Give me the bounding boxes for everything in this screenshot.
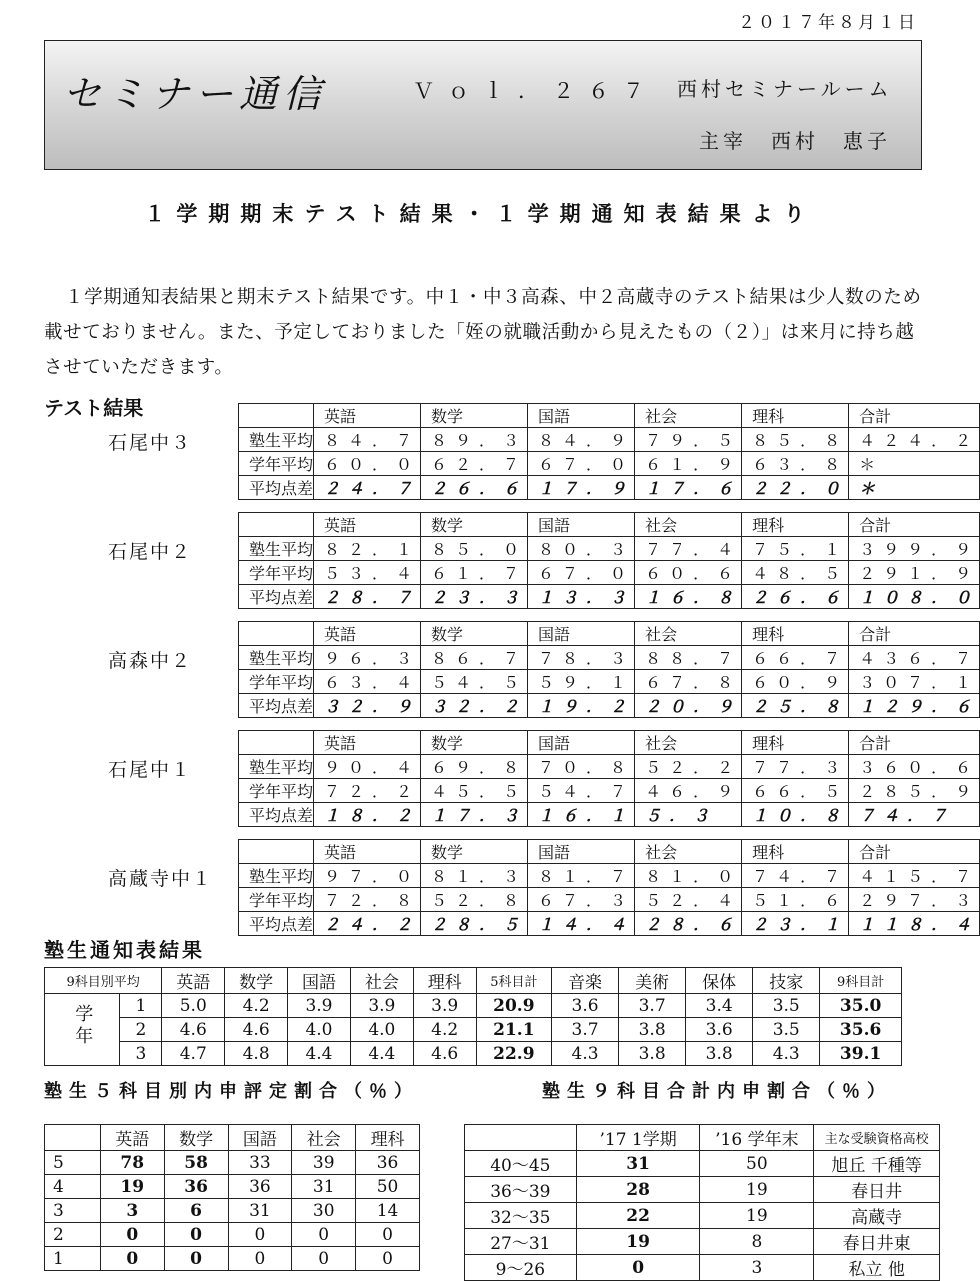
score-cell: ８２．１ — [314, 537, 421, 561]
grade-average: 35.0 — [820, 994, 902, 1018]
score-cell: ６０．０ — [314, 452, 421, 476]
score-cell: １０．８ — [742, 803, 849, 827]
score-cell: ８４．９ — [528, 428, 635, 452]
corner-cell — [45, 1125, 101, 1151]
row-label: 塾生平均 — [239, 428, 314, 452]
row-label: 学年平均 — [239, 888, 314, 912]
column-header: 国語 — [528, 622, 635, 646]
score-cell: ２４．７ — [314, 476, 421, 500]
score-cell: ７７．４ — [635, 537, 742, 561]
score-cell: ６７．０ — [528, 561, 635, 585]
percent-cell: 0 — [164, 1223, 228, 1247]
score-cell: ５２．８ — [421, 888, 528, 912]
score-cell: ２９７．３ — [849, 888, 980, 912]
target-school: 春日井 — [814, 1177, 940, 1203]
score-cell: ６７．０ — [528, 452, 635, 476]
column-header: 理科 — [742, 840, 849, 864]
percent-cell: 58 — [164, 1151, 228, 1175]
column-header: 数学 — [164, 1125, 228, 1151]
intro-paragraph: １学期通知表結果と期末テスト結果です。中１・中３高森、中２高蔵寺のテスト結果は少人数のため載せておりません。また、予定しておりました「姪の就職活動から見えたもの（２）」は来月に持ち越させていただきます。 — [44, 287, 922, 378]
score-cell: ６１．７ — [421, 561, 528, 585]
percent-cell: 0 — [164, 1247, 228, 1271]
score-cell: ２０．９ — [635, 694, 742, 718]
target-school: 春日井東 — [814, 1229, 940, 1255]
score-cell: ６２．７ — [421, 452, 528, 476]
issue-date: ２０１７年８月１日 — [738, 13, 918, 33]
row-label: 塾生平均 — [239, 864, 314, 888]
score-range: 32～35 — [465, 1203, 577, 1229]
grade-average: 4.6 — [225, 1018, 288, 1042]
score-cell: ２６．６ — [421, 476, 528, 500]
percent-cell: 0 — [100, 1247, 164, 1271]
score-cell: ２６．６ — [742, 585, 849, 609]
percent-2016: 19 — [700, 1203, 814, 1229]
percent-cell: 0 — [100, 1223, 164, 1247]
grade-average: 22.9 — [476, 1042, 551, 1066]
volume-number: Ｖｏｌ．２６７ — [413, 79, 658, 103]
score-range: 9～26 — [465, 1255, 577, 1281]
column-header: 社会 — [635, 622, 742, 646]
score-cell: ４１５．７ — [849, 864, 980, 888]
percent-cell: 33 — [228, 1151, 292, 1175]
grade-average: 4.7 — [162, 1042, 225, 1066]
percent-cell: 0 — [292, 1223, 356, 1247]
rating-label: 5 — [45, 1151, 101, 1175]
grade-average: 4.6 — [162, 1018, 225, 1042]
target-school: 私立 他 — [814, 1255, 940, 1281]
score-cell: ２２．０ — [742, 476, 849, 500]
column-header: 社会 — [635, 731, 742, 755]
percent-cell: 0 — [292, 1247, 356, 1271]
score-cell: ２８．６ — [635, 912, 742, 936]
score-cell: ８１．０ — [635, 864, 742, 888]
column-header: 英語 — [314, 513, 421, 537]
rating-label: 2 — [45, 1223, 101, 1247]
score-range: 36～39 — [465, 1177, 577, 1203]
school-name: 石尾中２ — [108, 541, 193, 563]
score-cell: ７２．２ — [314, 779, 421, 803]
score-cell: ＊ — [849, 452, 980, 476]
score-cell: ８９．３ — [421, 428, 528, 452]
percent-cell: 31 — [292, 1175, 356, 1199]
grade-average: 3.7 — [619, 994, 686, 1018]
column-header: 国語 — [528, 404, 635, 428]
row-label: 学年平均 — [239, 452, 314, 476]
column-header: 9科目計 — [820, 968, 902, 994]
grade-average: 4.4 — [350, 1042, 413, 1066]
column-header: 社会 — [292, 1125, 356, 1151]
percent-cell: 50 — [356, 1175, 420, 1199]
score-cell: ５９．１ — [528, 670, 635, 694]
percent-cell: 19 — [100, 1175, 164, 1199]
column-header: ’16 学年末 — [700, 1125, 814, 1151]
grade-average: 4.4 — [288, 1042, 351, 1066]
column-header: 数学 — [421, 731, 528, 755]
row-label: 学年平均 — [239, 779, 314, 803]
newsletter-header — [44, 40, 922, 170]
column-header: 英語 — [314, 622, 421, 646]
row-label: 塾生平均 — [239, 646, 314, 670]
grade-number: 2 — [120, 1018, 162, 1042]
score-cell: ７７．３ — [742, 755, 849, 779]
score-cell: ８１．７ — [528, 864, 635, 888]
percent-cell: 3 — [100, 1199, 164, 1223]
percent-cell: 31 — [228, 1199, 292, 1223]
score-cell: ８５．０ — [421, 537, 528, 561]
corner-cell — [239, 404, 314, 428]
score-cell: ３０７．１ — [849, 670, 980, 694]
score-cell: ７８．３ — [528, 646, 635, 670]
score-cell: １０８．０ — [849, 585, 980, 609]
row-label: 平均点差 — [239, 803, 314, 827]
score-cell: ２３．１ — [742, 912, 849, 936]
score-cell: ６０．６ — [635, 561, 742, 585]
score-cell: ７２．８ — [314, 888, 421, 912]
nine-subject-title: 塾生９科目合計内申割合（％） — [542, 1081, 892, 1102]
score-cell: ３９９．９ — [849, 537, 980, 561]
score-cell: ８４．７ — [314, 428, 421, 452]
row-label: 平均点差 — [239, 476, 314, 500]
test-table — [238, 839, 980, 936]
row-label: 塾生平均 — [239, 755, 314, 779]
grade-average: 3.4 — [686, 994, 753, 1018]
grade-average: 4.3 — [753, 1042, 820, 1066]
organization-name: 西村セミナールーム — [677, 77, 893, 101]
score-range: 27～31 — [465, 1229, 577, 1255]
rating-label: 3 — [45, 1199, 101, 1223]
column-header: 合計 — [849, 622, 980, 646]
percent-2016: 19 — [700, 1177, 814, 1203]
score-cell: ７０．８ — [528, 755, 635, 779]
column-header: 社会 — [350, 968, 413, 994]
score-cell: ２８．５ — [421, 912, 528, 936]
newsletter-title: セミナー通信 — [63, 72, 328, 116]
score-cell: １９．２ — [528, 694, 635, 718]
column-header: 数学 — [421, 513, 528, 537]
score-cell: ２９１．９ — [849, 561, 980, 585]
five-subject-title: 塾生５科目別内申評定割合（％） — [44, 1081, 419, 1102]
column-header: 技家 — [753, 968, 820, 994]
score-cell: ８５．８ — [742, 428, 849, 452]
score-cell: ２８．７ — [314, 585, 421, 609]
report-card-heading: 塾生通知表結果 — [44, 938, 205, 962]
score-cell: ４２４．２ — [849, 428, 980, 452]
grade-average: 3.6 — [686, 1018, 753, 1042]
column-header: 理科 — [742, 404, 849, 428]
percent-cell: 0 — [228, 1223, 292, 1247]
score-cell: １７．６ — [635, 476, 742, 500]
score-cell: ２３．３ — [421, 585, 528, 609]
column-header: 合計 — [849, 840, 980, 864]
corner-cell — [239, 840, 314, 864]
percent-cell: 0 — [356, 1247, 420, 1271]
grade-label — [45, 994, 120, 1066]
score-cell: ２８５．９ — [849, 779, 980, 803]
score-cell: ６６．７ — [742, 646, 849, 670]
grade-average: 3.8 — [619, 1042, 686, 1066]
score-cell: ５１．６ — [742, 888, 849, 912]
score-cell: ３２．２ — [421, 694, 528, 718]
score-cell: ９６．３ — [314, 646, 421, 670]
column-header: 数学 — [421, 404, 528, 428]
percent-cell: 0 — [356, 1223, 420, 1247]
score-cell: ６０．９ — [742, 670, 849, 694]
column-header: 国語 — [288, 968, 351, 994]
percent-cell: 0 — [228, 1247, 292, 1271]
percent-2017: 22 — [576, 1203, 700, 1229]
column-header: 5科目計 — [476, 968, 551, 994]
column-header: 数学 — [421, 840, 528, 864]
target-school: 旭丘 千種等 — [814, 1151, 940, 1177]
school-name: 石尾中１ — [108, 759, 193, 781]
score-cell: ３６０．６ — [849, 755, 980, 779]
column-header: 国語 — [228, 1125, 292, 1151]
percent-2017: 19 — [576, 1229, 700, 1255]
row-label: 平均点差 — [239, 694, 314, 718]
grade-average: 4.2 — [225, 994, 288, 1018]
score-cell: ５４．５ — [421, 670, 528, 694]
score-cell: ５４．７ — [528, 779, 635, 803]
grade-average: 4.0 — [288, 1018, 351, 1042]
target-school: 高蔵寺 — [814, 1203, 940, 1229]
grade-average: 3.6 — [552, 994, 619, 1018]
grade-average: 3.9 — [413, 994, 476, 1018]
column-header: 理科 — [742, 622, 849, 646]
column-header: 社会 — [635, 404, 742, 428]
grade-average: 35.6 — [820, 1018, 902, 1042]
score-cell: ５．３ — [635, 803, 742, 827]
column-header: 英語 — [100, 1125, 164, 1151]
column-header: 英語 — [314, 404, 421, 428]
grade-average: 4.0 — [350, 1018, 413, 1042]
score-cell: ５３．４ — [314, 561, 421, 585]
column-header: 数学 — [225, 968, 288, 994]
score-cell: １７．３ — [421, 803, 528, 827]
grade-average: 39.1 — [820, 1042, 902, 1066]
rating-label: 1 — [45, 1247, 101, 1271]
score-cell: ４６．９ — [635, 779, 742, 803]
score-cell: ８１．３ — [421, 864, 528, 888]
score-cell: ９７．０ — [314, 864, 421, 888]
column-header: 美術 — [619, 968, 686, 994]
score-cell: ７５．１ — [742, 537, 849, 561]
headline: １学期期末テスト結果・１学期通知表結果より — [144, 201, 816, 226]
grade-number: 1 — [120, 994, 162, 1018]
score-cell: １２９．６ — [849, 694, 980, 718]
test-table — [238, 403, 980, 500]
grade-average: 3.5 — [753, 1018, 820, 1042]
corner-cell — [239, 731, 314, 755]
score-cell: ４８．５ — [742, 561, 849, 585]
row-label: 平均点差 — [239, 912, 314, 936]
nine-subject-table — [464, 1124, 940, 1281]
percent-2016: 8 — [700, 1229, 814, 1255]
column-header: 合計 — [849, 731, 980, 755]
test-table — [238, 512, 980, 609]
percent-cell: 36 — [356, 1151, 420, 1175]
score-cell: ７４．７ — [742, 864, 849, 888]
column-header: 国語 — [528, 513, 635, 537]
grade-average: 21.1 — [476, 1018, 551, 1042]
grade-average: 3.7 — [552, 1018, 619, 1042]
row-label: 学年平均 — [239, 561, 314, 585]
column-header: 理科 — [742, 513, 849, 537]
score-cell: ４３６．７ — [849, 646, 980, 670]
test-results-heading: テスト結果 — [44, 396, 144, 420]
test-table — [238, 730, 980, 827]
column-header: 理科 — [413, 968, 476, 994]
grade-average: 3.8 — [619, 1018, 686, 1042]
score-cell: ６７．８ — [635, 670, 742, 694]
score-cell: ８８．７ — [635, 646, 742, 670]
score-cell: ６９．８ — [421, 755, 528, 779]
score-cell: １６．１ — [528, 803, 635, 827]
score-cell: １８．２ — [314, 803, 421, 827]
row-label: 学年平均 — [239, 670, 314, 694]
score-cell: ２４．２ — [314, 912, 421, 936]
column-header: 数学 — [421, 622, 528, 646]
column-header: 音楽 — [552, 968, 619, 994]
column-header: 国語 — [528, 731, 635, 755]
score-cell: １４．４ — [528, 912, 635, 936]
corner-cell — [239, 513, 314, 537]
percent-cell: 30 — [292, 1199, 356, 1223]
percent-2017: 31 — [576, 1151, 700, 1177]
score-cell: ５２．２ — [635, 755, 742, 779]
percent-cell: 6 — [164, 1199, 228, 1223]
score-cell: ６３．８ — [742, 452, 849, 476]
editor-name: 主宰 西村 恵子 — [699, 129, 891, 153]
school-name: 石尾中３ — [108, 432, 193, 454]
percent-cell: 36 — [164, 1175, 228, 1199]
grade-average: 20.9 — [476, 994, 551, 1018]
grade-average: 5.0 — [162, 994, 225, 1018]
corner-cell: 9科目別平均 — [45, 968, 162, 994]
column-header: ’17 1学期 — [576, 1125, 700, 1151]
column-header: 合計 — [849, 513, 980, 537]
score-cell: ６１．９ — [635, 452, 742, 476]
school-name: 高蔵寺中１ — [108, 868, 214, 890]
score-cell: ７９．５ — [635, 428, 742, 452]
grade-average: 3.8 — [686, 1042, 753, 1066]
grade-average: 4.8 — [225, 1042, 288, 1066]
column-header: 理科 — [742, 731, 849, 755]
column-header: 社会 — [635, 513, 742, 537]
grade-number: 3 — [120, 1042, 162, 1066]
column-header: 国語 — [528, 840, 635, 864]
score-cell: ８６．７ — [421, 646, 528, 670]
column-header: 英語 — [314, 731, 421, 755]
score-cell: ５２．４ — [635, 888, 742, 912]
column-header: 主な受験資格高校 — [814, 1125, 940, 1151]
school-name: 高森中２ — [108, 650, 193, 672]
rating-label: 4 — [45, 1175, 101, 1199]
column-header: 英語 — [162, 968, 225, 994]
score-cell: ６６．５ — [742, 779, 849, 803]
percent-cell: 39 — [292, 1151, 356, 1175]
score-cell: ４５．５ — [421, 779, 528, 803]
score-cell: １７．９ — [528, 476, 635, 500]
test-table — [238, 621, 980, 718]
report-card-table — [44, 967, 902, 1066]
grade-average: 3.9 — [288, 994, 351, 1018]
row-label: 平均点差 — [239, 585, 314, 609]
corner-cell — [239, 622, 314, 646]
column-header: 英語 — [314, 840, 421, 864]
score-cell: １６．８ — [635, 585, 742, 609]
score-cell: １３．３ — [528, 585, 635, 609]
score-cell: ６３．４ — [314, 670, 421, 694]
corner-cell — [465, 1125, 577, 1151]
score-cell: ７４．７ — [849, 803, 980, 827]
column-header: 理科 — [356, 1125, 420, 1151]
column-header: 保体 — [686, 968, 753, 994]
percent-2017: 28 — [576, 1177, 700, 1203]
percent-2016: 3 — [700, 1255, 814, 1281]
percent-2017: 0 — [576, 1255, 700, 1281]
column-header: 社会 — [635, 840, 742, 864]
percent-cell: 78 — [100, 1151, 164, 1175]
column-header: 合計 — [849, 404, 980, 428]
score-cell: ６７．３ — [528, 888, 635, 912]
row-label: 塾生平均 — [239, 537, 314, 561]
score-cell: ＊ — [849, 476, 980, 500]
score-cell: １１８．４ — [849, 912, 980, 936]
grade-average: 4.6 — [413, 1042, 476, 1066]
percent-cell: 14 — [356, 1199, 420, 1223]
score-cell: ９０．４ — [314, 755, 421, 779]
five-subject-table — [44, 1124, 420, 1271]
grade-average: 3.5 — [753, 994, 820, 1018]
grade-average: 3.9 — [350, 994, 413, 1018]
percent-cell: 36 — [228, 1175, 292, 1199]
grade-label-text: 学年 — [72, 1004, 94, 1048]
score-cell: ２５．８ — [742, 694, 849, 718]
grade-average: 4.3 — [552, 1042, 619, 1066]
score-cell: ３２．９ — [314, 694, 421, 718]
grade-average: 4.2 — [413, 1018, 476, 1042]
score-range: 40～45 — [465, 1151, 577, 1177]
score-cell: ８０．３ — [528, 537, 635, 561]
percent-2016: 50 — [700, 1151, 814, 1177]
